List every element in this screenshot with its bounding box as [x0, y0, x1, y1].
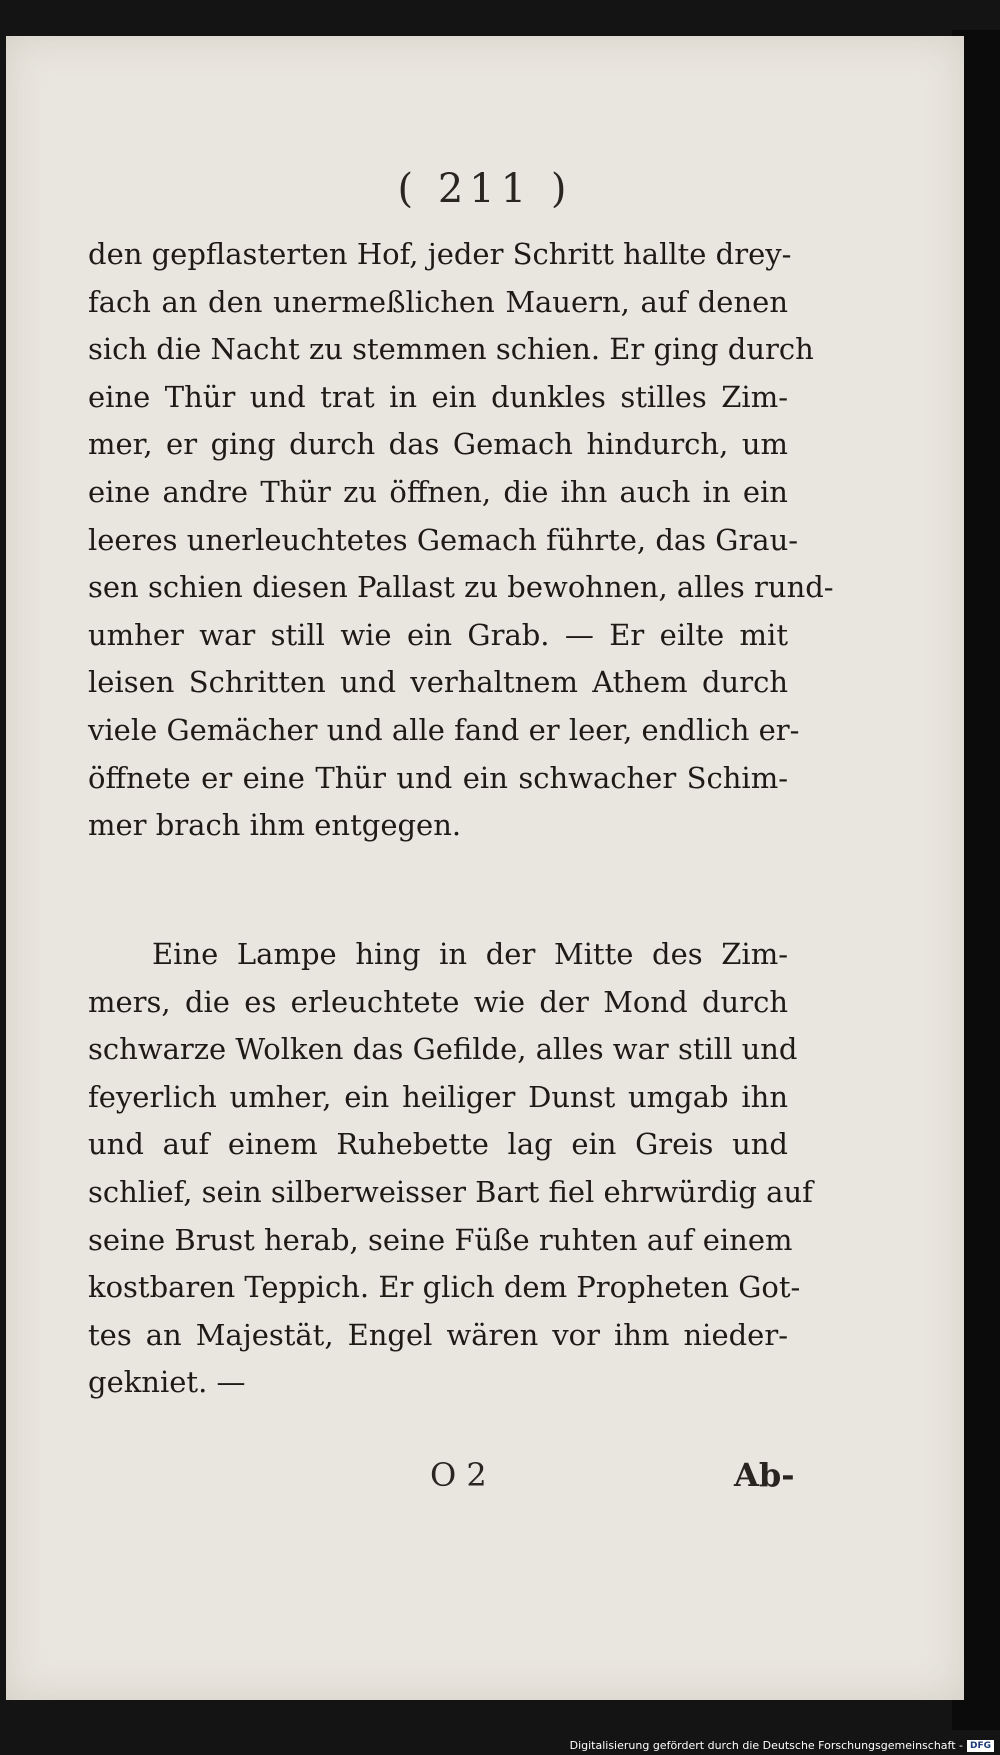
- text-line: Eine Lampe hing in der Mitte des Zim-: [152, 937, 788, 971]
- text-line: gekniet. —: [88, 1365, 246, 1400]
- text-line: mer, er ging durch das Gemach hindurch, um: [88, 427, 788, 462]
- text-line: sen schien diesen Pallast zu bewohnen, alles rund-: [88, 570, 834, 605]
- text-line: leisen Schritten und verhaltnem Athem durch: [88, 665, 788, 700]
- page-number: ( 211 ): [397, 166, 573, 212]
- text-line: fach an den unermeßlichen Mauern, auf denen: [88, 284, 788, 319]
- paragraph-2: [88, 931, 813, 1407]
- printer-signature: O 2: [430, 1456, 487, 1494]
- text-line: leeres unerleuchtetes Gemach führte, das Grau-: [88, 522, 799, 557]
- paragraph-1: [88, 231, 834, 850]
- dfg-logo: DFG: [967, 1740, 994, 1752]
- text-line: schlief, sein silberweisser Bart fiel ehrwürdig auf: [88, 1174, 813, 1209]
- text-line: viele Gemächer und alle fand er leer, endlich er-: [88, 712, 800, 747]
- text-line: und auf einem Ruhebette lag ein Greis und: [88, 1127, 788, 1162]
- text-line: öffnete er eine Thür und ein schwacher Schim-: [88, 760, 788, 795]
- book-page: [6, 36, 964, 1700]
- text-line: eine Thür und trat in ein dunkles stilles Zim-: [88, 379, 788, 414]
- catchword: Ab-: [734, 1456, 795, 1494]
- text-line: mer brach ihm entgegen.: [88, 808, 462, 843]
- text-line: eine andre Thür zu öffnen, die ihn auch in ein: [88, 474, 788, 509]
- text-line: sich die Nacht zu stemmen schien. Er ging durch: [88, 332, 814, 367]
- text-line: umher war still wie ein Grab. — Er eilte mit: [88, 617, 788, 652]
- text-line: mers, die es erleuchtete wie der Mond durch: [88, 984, 788, 1019]
- text-line: den gepflasterten Hof, jeder Schritt hallte drey-: [88, 237, 792, 271]
- digitization-credit: [570, 1739, 994, 1752]
- text-line: kostbaren Teppich. Er glich dem Propheten Got-: [88, 1270, 801, 1305]
- text-line: tes an Majestät, Engel wären vor ihm nieder-: [88, 1317, 788, 1352]
- text-line: seine Brust herab, seine Füße ruhten auf einem: [88, 1222, 793, 1257]
- credit-text: Digitalisierung gefördert durch die Deutsche Forschungsgemeinschaft -: [569, 1739, 963, 1752]
- text-line: schwarze Wolken das Gefilde, alles war still und: [88, 1032, 798, 1067]
- text-line: feyerlich umher, ein heiliger Dunst umgab ihn: [88, 1079, 788, 1114]
